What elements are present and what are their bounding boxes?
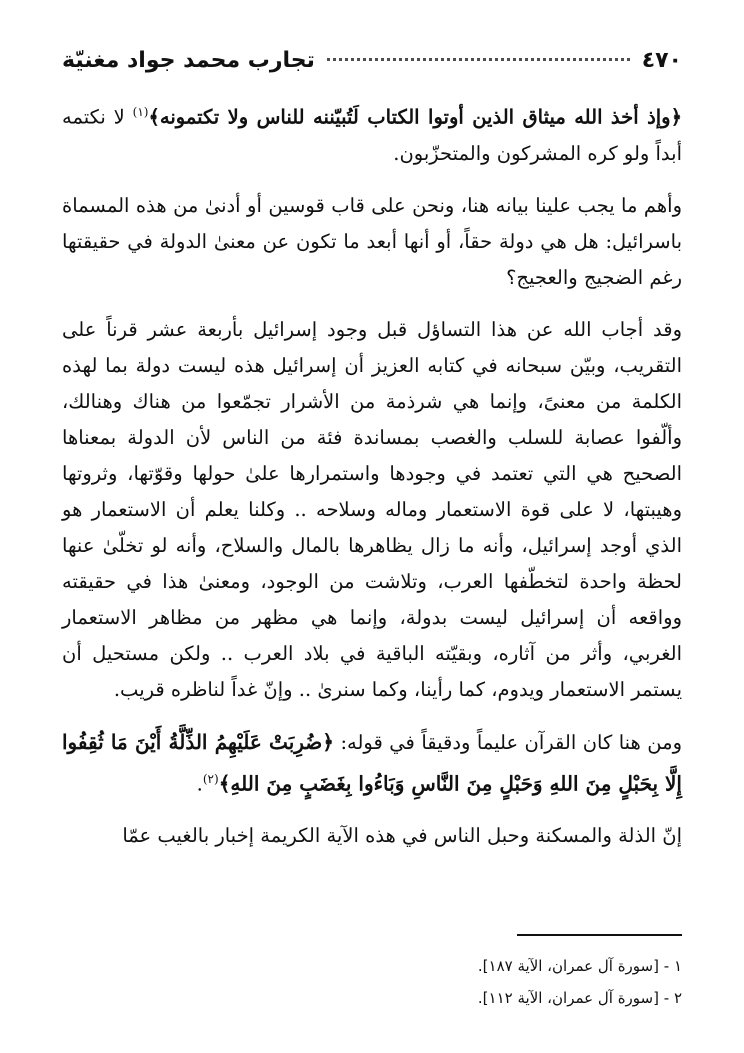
footnotes [62,934,682,1014]
page-number: ٤٧٠ [641,47,682,73]
paragraph-4-text: ومن هنا كان القرآن عليماً ودقيقاً في قوله: [334,730,683,754]
paragraph-1 [62,94,682,172]
paragraph-4 [62,724,682,803]
quran-verse-1: ﴿وإذ أخذ الله ميثاق الذين أوتوا الكتاب لَتُبيّننه للناس ولا تكتمونه﴾ [148,105,683,129]
paragraph-3: وقد أجاب الله عن هذا التساؤل قبل وجود إسرائيل بأربعة عشر قرناً على التقريب، وبيّن سبحانه في كتابه العزيز أن إسرائيل هذه ليست دولة بما لهذه الكلمة من معنىً، وإنما هي شرذمة من الأشرار تجمّعوا من هناك وهنالك، وألّفوا عصابة للسلب والغصب بمساندة فئة من الناس لأن الدولة بمعناها الصحيح هي التي تعتمد في وجودها واستمرارها علىٰ حولها وقوّتها، وثروتها وهيبتها، لا على قوة الاستعمار وماله وسلاحه .. وكلنا يعلم أن الاستعمار هو الذي أوجد إسرائيل، وأنه ما زال يظاهرها بالمال والسلاح، وأنه لو تخلّىٰ عنها لحظة واحدة لتخطّفها العرب، وتلاشت من الوجود، ومعنىٰ هذا في حقيقته وواقعه أن إسرائيل ليست بدولة، وإنما هي مظهر من مظاهر الاستعمار الغربي، وأثر من آثاره، وبقيّته الباقية في بلاد العرب .. ولكن مستحيل أن يستمر الاستعمار ويدوم، كما رأينا، وكما سنرىٰ .. وإنّ غداً لناظره قريب. [62,317,682,701]
quran-verse-2: ﴿ضُرِبَتْ عَلَيْهِمُ الذِّلَّةُ أَيْنَ مَا ثُقِفُوا إِلَّا بِحَبْلٍ مِنَ اللهِ وَحَبْلٍ مِنَ النَّاسِ وَبَاءُوا بِغَضَبٍ مِنَ اللهِ﴾ [62,729,682,795]
page-body [62,94,682,870]
page-header [62,40,682,80]
footnote-2: ٢ - [سورة آل عمران، الآية ١١٢]. [477,989,682,1007]
footnote-mark-2: (٢) [202,771,219,786]
paragraph-1-text: لا نكتمه أبداً ولو كره المشركون والمتحزّبون. [62,105,682,165]
paragraph-5: إنّ الذلة والمسكنة وحبل الناس في هذه الآية الكريمة إخبار بالغيب عمّا [122,824,682,847]
footnote-separator [517,934,682,936]
header-dot-leader [327,58,630,63]
running-title: تجارب محمد جواد مغنيّة [62,47,315,73]
footnote-1: ١ - [سورة آل عمران، الآية ١٨٧]. [477,957,682,975]
paragraph-4-tail: . [196,772,203,795]
footnote-mark-1: (١) [132,105,149,119]
paragraph-2: وأهم ما يجب علينا بيانه هنا، ونحن على قاب قوسين أو أدنىٰ من هذه المسماة باسرائيل: هل هي دولة حقاً، أو أنها أبعد ما تكون عن معنىٰ الدولة في حقيقتها رغم الضجيج والعجيج؟ [62,193,682,289]
